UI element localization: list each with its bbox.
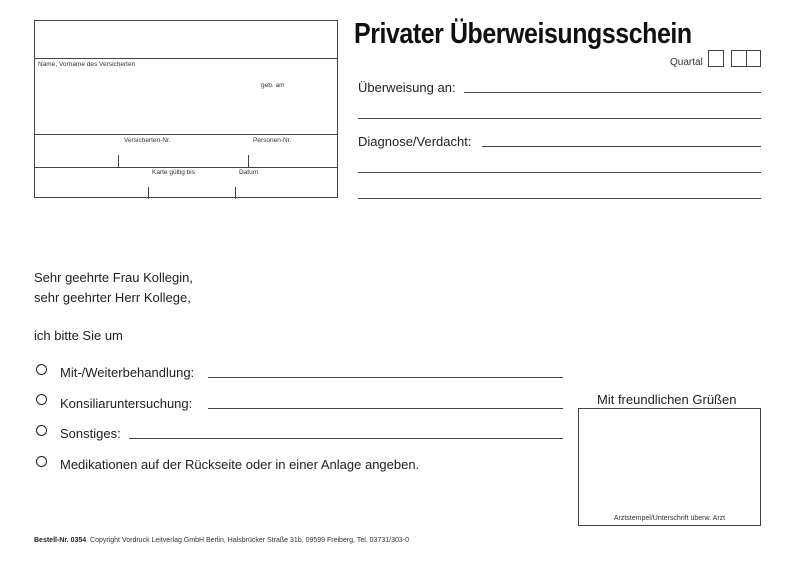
stamp-caption: Arztstempel/Unterschrift überw. Arzt <box>613 515 726 522</box>
co-treatment-input[interactable] <box>208 377 563 378</box>
referral-to-input[interactable] <box>464 92 761 93</box>
option-other-label: Sonstiges: <box>60 426 121 441</box>
quartal-box[interactable] <box>708 50 724 67</box>
quartal-year-box-1[interactable] <box>731 50 747 67</box>
insurance-no-input[interactable] <box>37 145 335 166</box>
copyright-text: Copyright Vordruck Leitverlag GmbH Berlin, Halsbrücker Straße 31b, 09599 Freiberg, Tel. 03731/303-0 <box>90 537 409 544</box>
diagnosis-label: Diagnose/Verdacht: <box>358 134 472 149</box>
insurance-no-label: Versicherten-Nr. <box>124 137 171 144</box>
name-input-area[interactable] <box>37 69 335 135</box>
person-no-label: Personen-Nr. <box>253 137 292 144</box>
referral-to-input-line-2[interactable] <box>358 118 761 119</box>
quartal-year-box-2[interactable] <box>746 50 761 67</box>
name-label: Name, Vorname des Versicherten <box>38 61 136 68</box>
diagnosis-input-line-2[interactable] <box>358 172 761 173</box>
closing-text: Mit freundlichen Grüßen <box>597 392 737 407</box>
radio-medication[interactable] <box>36 456 47 467</box>
dob-label: geb. am <box>261 82 285 89</box>
request-text: ich bitte Sie um <box>34 328 123 343</box>
radio-consultation[interactable] <box>36 394 47 405</box>
divider <box>35 167 337 168</box>
other-input[interactable] <box>129 438 563 439</box>
footer <box>34 537 409 544</box>
referral-to-label: Überweisung an: <box>358 80 456 95</box>
patient-data-box <box>34 20 338 198</box>
doctor-stamp-box[interactable] <box>578 408 761 526</box>
consultation-input[interactable] <box>208 408 563 409</box>
radio-co-treatment[interactable] <box>36 364 47 375</box>
option-consultation-label: Konsiliaruntersuchung: <box>60 396 193 411</box>
order-number: Bestell-Nr. 0354 <box>34 537 87 544</box>
diagnosis-input[interactable] <box>482 146 761 147</box>
card-valid-input[interactable] <box>37 178 335 197</box>
diagnosis-input-line-3[interactable] <box>358 198 761 199</box>
radio-other[interactable] <box>36 425 47 436</box>
divider <box>35 58 337 59</box>
date-label: Datum <box>239 169 259 176</box>
salutation-line-1: Sehr geehrte Frau Kollegin, <box>34 270 193 285</box>
option-medication-label: Medikationen auf der Rückseite oder in einer Anlage angeben. <box>60 457 420 472</box>
divider <box>35 134 337 135</box>
salutation-line-2: sehr geehrter Herr Kollege, <box>34 290 191 305</box>
quartal-label: Quartal <box>670 57 703 68</box>
form-title: Privater Überweisungsschein <box>354 18 692 50</box>
card-valid-label: Karte gültig bis <box>152 169 195 176</box>
option-co-treatment-label: Mit-/Weiterbehandlung: <box>60 365 195 380</box>
